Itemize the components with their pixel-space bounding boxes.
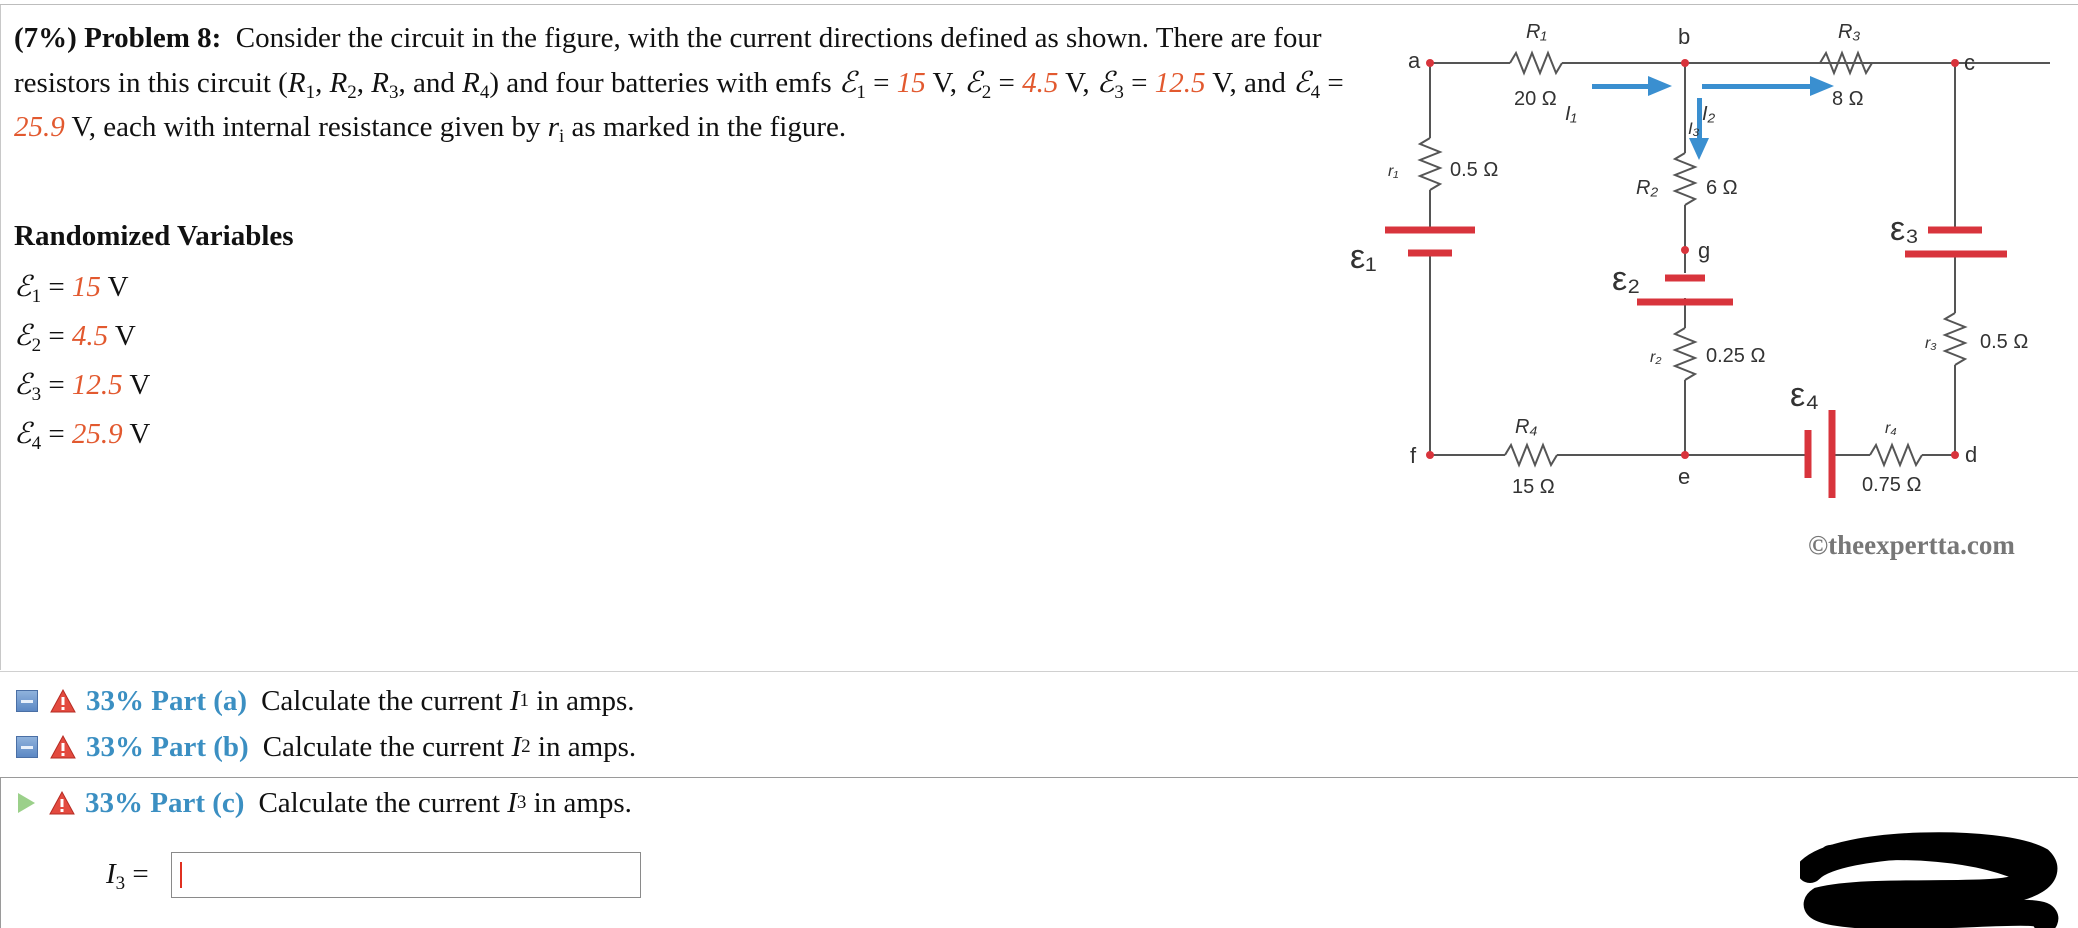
list-item: ℰ$_1$ = 15 V [14, 269, 129, 307]
warning-icon [50, 735, 76, 759]
problem-weight: (7%) [14, 22, 77, 54]
r4-value: 15 Ω [1512, 476, 1555, 498]
warning-icon [49, 791, 75, 815]
problem-intro: Consider the circuit in the figure, with the current directions defined as shown. There are four resistors in this circuit ( [14, 22, 1322, 99]
play-arrow-icon[interactable] [18, 793, 35, 813]
r4-label: R₄ [1515, 416, 1538, 438]
small-r2-value: 0.25 Ω [1706, 345, 1766, 367]
small-r1-label: r₁ [1388, 163, 1399, 180]
part-b-text: Calculate the current [262, 730, 505, 763]
part-a-label[interactable]: 33% Part (a) [86, 684, 248, 717]
part-b-row[interactable]: 33% Part (b) Calculate the current I 2 in amps. [0, 726, 636, 768]
circuit-diagram [1350, 8, 2050, 508]
divider [0, 671, 2078, 672]
answer-input[interactable] [171, 852, 641, 898]
node-f: f [1410, 443, 1417, 468]
small-r2-label: r₂ [1650, 349, 1662, 366]
small-r3-value: 0.5 Ω [1980, 331, 2029, 353]
current-i3-label: I₃ [1688, 119, 1700, 138]
e4-value: 25.9 [14, 111, 65, 143]
emf-e3-label: ε₃ [1890, 210, 1920, 248]
current-i1-label: I₁ [1565, 103, 1577, 125]
r1-value: 20 Ω [1514, 88, 1557, 110]
list-item: ℰ$_2$ = 4.5 V [14, 318, 136, 356]
node-a: a [1408, 48, 1421, 73]
r1-label: R₁ [1526, 21, 1547, 43]
node-c: c [1964, 50, 1975, 75]
list-item: ℰ$_4$ = 25.9 V [14, 416, 151, 454]
part-c-text: Calculate the current [258, 786, 500, 819]
emf-e1-label: ε₁ [1350, 238, 1377, 276]
battery-e1 [1385, 230, 1475, 253]
collapsed-box-icon[interactable] [16, 690, 38, 712]
part-a-row[interactable]: 33% Part (a) Calculate the current I 1 in amps. [0, 680, 635, 722]
node-e: e [1678, 464, 1691, 489]
problem-statement: (7%) Problem 8: Consider the circuit in the figure, with the current directions defined as shown. There are four resistors in this circuit ($R_1$, $R_2$, $R_3$, and $R_4$) and four batteries with emfs ℰ$_1$ = 15 V, ℰ$_2$ = 4.5 V, ℰ$_3$ = 12.5 V, and ℰ$_4$ = 25.9 V, each with internal resistance given by $r_i$ as marked in the figure. [14, 22, 1344, 147]
small-r4-label: r₄ [1885, 420, 1897, 437]
copyright-text: ©theexpertta.com [1808, 530, 2015, 560]
e2-value: 4.5 [1022, 67, 1059, 99]
node-g: g [1698, 238, 1711, 263]
r2-label: R₂ [1636, 177, 1659, 199]
e1-value: 15 [896, 67, 926, 99]
small-r4-value: 0.75 Ω [1862, 474, 1922, 496]
randomized-variables-heading: Randomized Variables [14, 220, 294, 252]
current-i2-label: I₂ [1702, 103, 1716, 125]
small-r3-label: r₃ [1925, 335, 1937, 352]
text-cursor [180, 862, 182, 888]
part-a-text: Calculate the current [261, 684, 503, 717]
redacted-scribble [1800, 830, 2060, 928]
part-b-label[interactable]: 33% Part (b) [86, 730, 249, 763]
randomized-variables-list [14, 262, 150, 458]
r3-label: R₃ [1838, 21, 1861, 43]
list-item: ℰ$_3$ = 12.5 V [14, 367, 151, 405]
part-c-label[interactable]: 33% Part (c) [85, 786, 245, 819]
r2-value: 6 Ω [1706, 177, 1738, 199]
warning-icon [50, 689, 76, 713]
node-d: d [1965, 442, 1978, 467]
battery-e4 [1808, 410, 1832, 498]
r3-value: 8 Ω [1832, 88, 1864, 110]
battery-e3 [1905, 230, 2007, 254]
e3-value: 12.5 [1154, 67, 1206, 99]
answer-label: $I_3$ = [106, 858, 149, 894]
emf-e4-label: ε₄ [1790, 376, 1820, 414]
part-c-row[interactable]: 33% Part (c) Calculate the current I 3 in amps. [0, 782, 632, 824]
problem-number: Problem 8: [84, 22, 222, 54]
emf-e2-label: ε₂ [1612, 260, 1641, 298]
small-r1-value: 0.5 Ω [1450, 159, 1499, 181]
node-b: b [1678, 24, 1691, 49]
collapsed-box-icon[interactable] [16, 736, 38, 758]
